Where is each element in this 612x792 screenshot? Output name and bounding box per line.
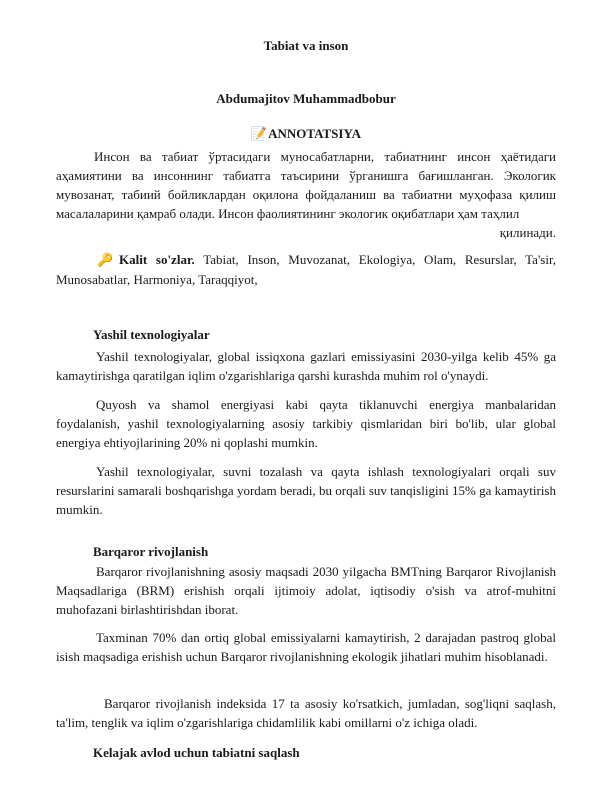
section-paragraph (56, 395, 556, 452)
keywords-paragraph (56, 250, 556, 289)
document-author: Abdumajitov Muhammadbobur (216, 91, 396, 106)
keywords-text: Tabiat, Inson, Muvozanat, Ekologiya, Olam, Resurslar, Ta'sir, Munosabatlar, Harmoniya, Taraqqiyot, (56, 252, 557, 287)
section-paragraph (56, 562, 556, 619)
annotation-paragraph (56, 147, 556, 242)
paragraph-text: Yashil texnologiyalar, suvni tozalash va qayta ishlash texnologiyalari orqali suv resurslarini samarali boshqarishga yordam beradi, bu orqali suv tanqisligini 15% ga kamaytirish mumkin. (56, 464, 556, 517)
section-heading: Barqaror rivojlanish (93, 544, 209, 559)
keywords-label: Kalit so'zlar. (119, 252, 195, 267)
section-paragraph (56, 694, 556, 732)
memo-icon: 📝 (250, 127, 268, 142)
key-icon: 🔑 (92, 253, 120, 268)
annotation-heading: ANNOTATSIYA (268, 126, 362, 141)
annotation-heading-row (0, 126, 612, 142)
paragraph-text: Yashil texnologiyalar, global issiqxona gazlari emissiyasini 2030-yilga kelib 45% ga kamaytirishga qaratilgan iqlim o'zgarishlariga qarshi kurashda muhim rol o'ynaydi. (56, 349, 556, 383)
document-title: Tabiat va inson (263, 38, 349, 53)
section-paragraph (56, 628, 556, 666)
paragraph-text: Taxminan 70% dan ortiq global emissiyalarni kamaytirish, 2 darajadan pastroq global isish maqsadiga erishish uchun Barqaror rivojlanishning ekologik jihatlari muhim hisoblanadi. (56, 630, 556, 664)
annotation-text-end: қилинади. (499, 225, 556, 240)
paragraph-text: Barqaror rivojlanishning asosiy maqsadi 2030 yilgacha BMTning Barqaror Rivojlanish Maqsadlariga (BRM) erishish orqali ijtimoiy adolat, iqtisodiy o'sish va atrof-muhitni muhofazani birlashtirishdan iborat. (56, 564, 556, 617)
paragraph-text: Barqaror rivojlanish indeksida 17 ta asosiy ko'rsatkich, jumladan, sog'liqni saqlash, ta'lim, tenglik va iqlim o'zgarishlariga chidamlilik kabi omillarni o'z ichiga oladi. (56, 696, 556, 730)
section-heading: Yashil texnologiyalar (93, 327, 210, 342)
paragraph-text: Quyosh va shamol energiyasi kabi qayta tiklanuvchi energiya manbalaridan foydalanish, yashil texnologiyalarning asosiy tarkibiy qismlaridan biri bo'lib, ular global energiya ehtiyojlarining 20% ni qoplashi mumkin. (56, 397, 556, 450)
section-paragraph (56, 462, 556, 519)
section-paragraph (56, 347, 556, 385)
annotation-text: Инсон ва табиат ўртасидаги муносабатларни, табиатнинг инсон ҳаётидаги аҳамиятини ва инсоннинг табиатга таъсирини ўрганишга бағишланган. Экологик мувозанат, табиий бойликлардан оқилона фойдаланиш ва табиатни муҳофаза қилиш масалаларини қамраб олади. Инсон фаолиятининг экологик оқибатлари ҳам таҳлил (56, 149, 556, 221)
section-heading: Kelajak avlod uchun tabiatni saqlash (93, 745, 300, 760)
